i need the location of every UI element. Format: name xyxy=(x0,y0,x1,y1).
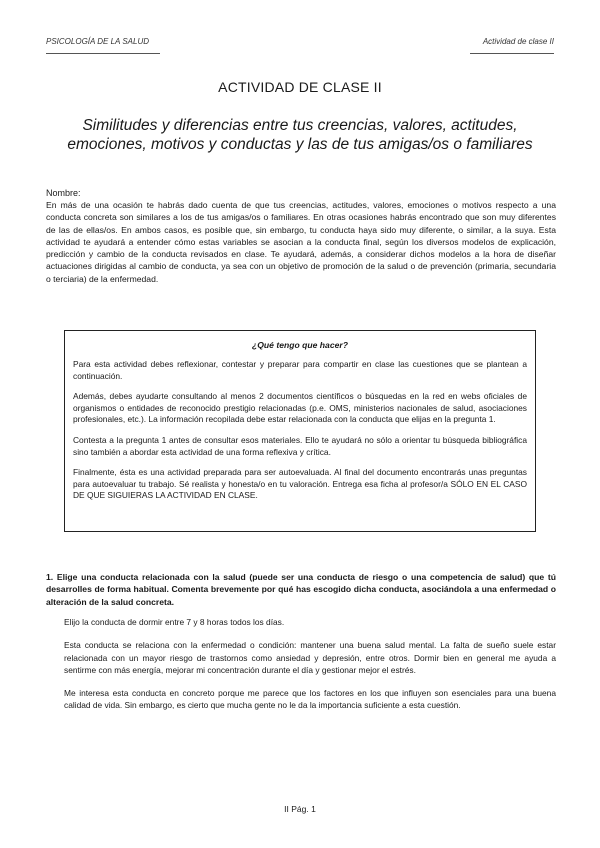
page-number: II Pág. 1 xyxy=(284,804,316,814)
answer-block xyxy=(64,616,556,723)
instructions-paragraph: Finalmente, ésta es una actividad preparada para ser autoevaluada. Al final del documento encontrarás unas preguntas para autoevaluar tu trabajo. Sé realista y honesta/o en tu valoración. Entrega esa ficha al profesor/a SÓLO EN EL CASO DE QUE SIGUIERAS LA ACTIVIDAD EN CLASE. xyxy=(73,467,527,501)
instructions-box xyxy=(64,330,536,532)
answer-paragraph: Elijo la conducta de dormir entre 7 y 8 horas todos los días. xyxy=(64,617,285,627)
header-course: PSICOLOGÍA DE LA SALUD xyxy=(46,37,149,46)
question-1: 1. Elige una conducta relacionada con la salud (puede ser una conducta de riesgo o una competencia de salud) que tú desarrolles de forma habitual. Comenta brevemente por qué has escogido dicha conducta, asociándola a una enfermedad o alteración de la salud concreta. xyxy=(46,572,556,607)
name-label: Nombre: xyxy=(46,188,81,198)
instructions-paragraph: Además, debes ayudarte consultando al menos 2 documentos científicos o búsquedas en la red en webs oficiales de organismos o entidades de reconocido prestigio relacionadas (p.e. OMS, ministerios nacionales de salud, asociaciones profesionales, etc.). La información recopilada debe estar relacionada con la conducta que elijas en la pregunta 1. xyxy=(73,391,527,425)
page-subtitle: Similitudes y diferencias entre tus creencias, valores, actitudes, emociones, motivos y conductas y las de tus amigas/os o familiares xyxy=(67,117,533,153)
answer-paragraph: Me interesa esta conducta en concreto porque me parece que los factores en los que influyen son esenciales para una buena calidad de vida. Sin embargo, es cierto que mucha gente no le da la importancia suficiente a esta cuestión. xyxy=(64,688,556,711)
instructions-paragraph: Para esta actividad debes reflexionar, contestar y preparar para compartir en clase las cuestiones que se plantean a continuación. xyxy=(73,359,527,381)
intro-paragraph: En más de una ocasión te habrás dado cuenta de que tus creencias, actitudes, valores, emociones o motivos respecto a una conducta concreta son similares a los de tus amigas/os o familiares. En otras ocasiones habrás encontrado que son muy diferentes de las de ellas/os. En ambos casos, es posible que, sin embargo, tu conducta haya sido muy diferente, o similar, a la suya. Esta actividad te ayudará a entender cómo estas variables se asocian a la conducta final, según los diversos modelos de explicación, predicción y cambio de la conducta revisados en clase. Te ayudará, además, a considerar dichos modelos a la hora de diseñar actuaciones dirigidas al cambio de conducta, ya sea con un objetivo de promoción de la salud o de prevención (primaria, secundaria o terciaria) de la enfermedad. xyxy=(46,200,556,284)
header-rule-right xyxy=(470,53,554,54)
header-rule-left xyxy=(46,53,160,54)
header-activity: Actividad de clase II xyxy=(482,37,554,46)
instructions-paragraph: Contesta a la pregunta 1 antes de consultar esos materiales. Ello te ayudará no sólo a orientar tu búsqueda bibliográfica sino también a abordar esta actividad de una forma reflexiva y crítica. xyxy=(73,434,527,457)
answer-paragraph: Esta conducta se relaciona con la enfermedad o condición: mantener una buena salud mental. La falta de sueño suele estar relacionada con un mayor riesgo de trastornos como ansiedad y depresión, entre otros. Dormir bien en general me ayuda a sentirme con más energía, mejorar mi concentración durante el día y gestionar mejor el estrés. xyxy=(64,640,556,675)
page-title: ACTIVIDAD DE CLASE II xyxy=(218,79,382,95)
instructions-title: ¿Qué tengo que hacer? xyxy=(252,340,348,350)
